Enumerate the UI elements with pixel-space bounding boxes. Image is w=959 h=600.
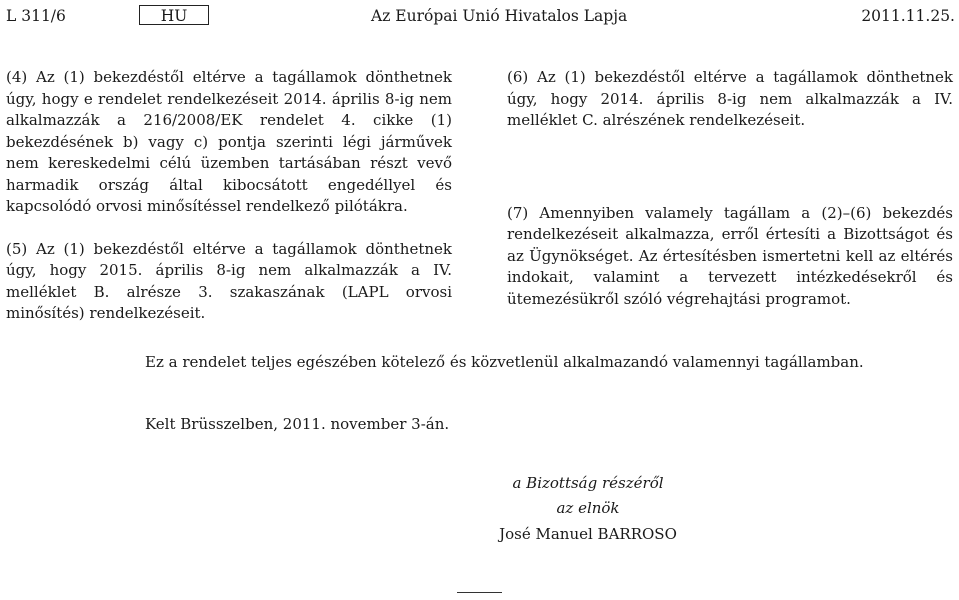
page-reference: L 311/6 xyxy=(6,7,66,25)
language-badge: HU xyxy=(139,5,209,25)
paragraph-4: (4) Az (1) bekezdéstől eltérve a tagállamok dönthetnek úgy, hogy e rendelet rendelkezéseit 2014. április 8-ig nem alkalmazzák a 216/2008/EK rendelet 4. cikke (1) bekezdésének b) vagy c) pontja szerinti légi járművek nem kereskedelmi célú üzemben tartásában részt vevő harmadik ország által kibocsátott engedéllyel és kapcsolódó orvosi minősítéssel rendelkező pilótákra. xyxy=(6,68,452,215)
paragraph-7: (7) Amennyiben valamely tagállam a (2)–(6) bekezdés rendelkezéseit alkalmazza, erről értesíti a Bizottságot és az Ügynökséget. Az értesítésben ismertetni kell az eltérés indokait, valamint a tervezett intézkedésekről és ütemezésükről szóló végrehajtási programot. xyxy=(507,203,953,308)
left-column xyxy=(6,67,452,325)
publication-date: 2011.11.25. xyxy=(861,7,955,25)
paragraph-6: (6) Az (1) bekezdéstől eltérve a tagállamok dönthetnek úgy, hogy 2014. április 8-ig nem alkalmazzák a IV. melléklet C. alrészének rendelkezéseit. xyxy=(507,68,953,129)
binding-statement: Ez a rendelet teljes egészében kötelező és közvetlenül alkalmazandó valamennyi tagállamban. xyxy=(145,353,864,371)
footnote-rule xyxy=(457,592,502,593)
right-column xyxy=(507,67,953,310)
journal-title: Az Európai Unió Hivatalos Lapja xyxy=(371,7,628,25)
paragraph-5: (5) Az (1) bekezdéstől eltérve a tagállamok dönthetnek úgy, hogy 2015. április 8-ig nem alkalmazzák a IV. melléklet B. alrésze 3. szakaszának (LAPL orvosi minősítés) rendelkezéseit. xyxy=(6,239,452,322)
signature-role: az elnök xyxy=(556,499,620,517)
done-at-line: Kelt Brüsszelben, 2011. november 3-án. xyxy=(145,415,450,433)
signature-on-behalf: a Bizottság részéről xyxy=(512,474,664,492)
signatory-name: José Manuel BARROSO xyxy=(499,525,677,543)
page-header xyxy=(0,5,959,27)
